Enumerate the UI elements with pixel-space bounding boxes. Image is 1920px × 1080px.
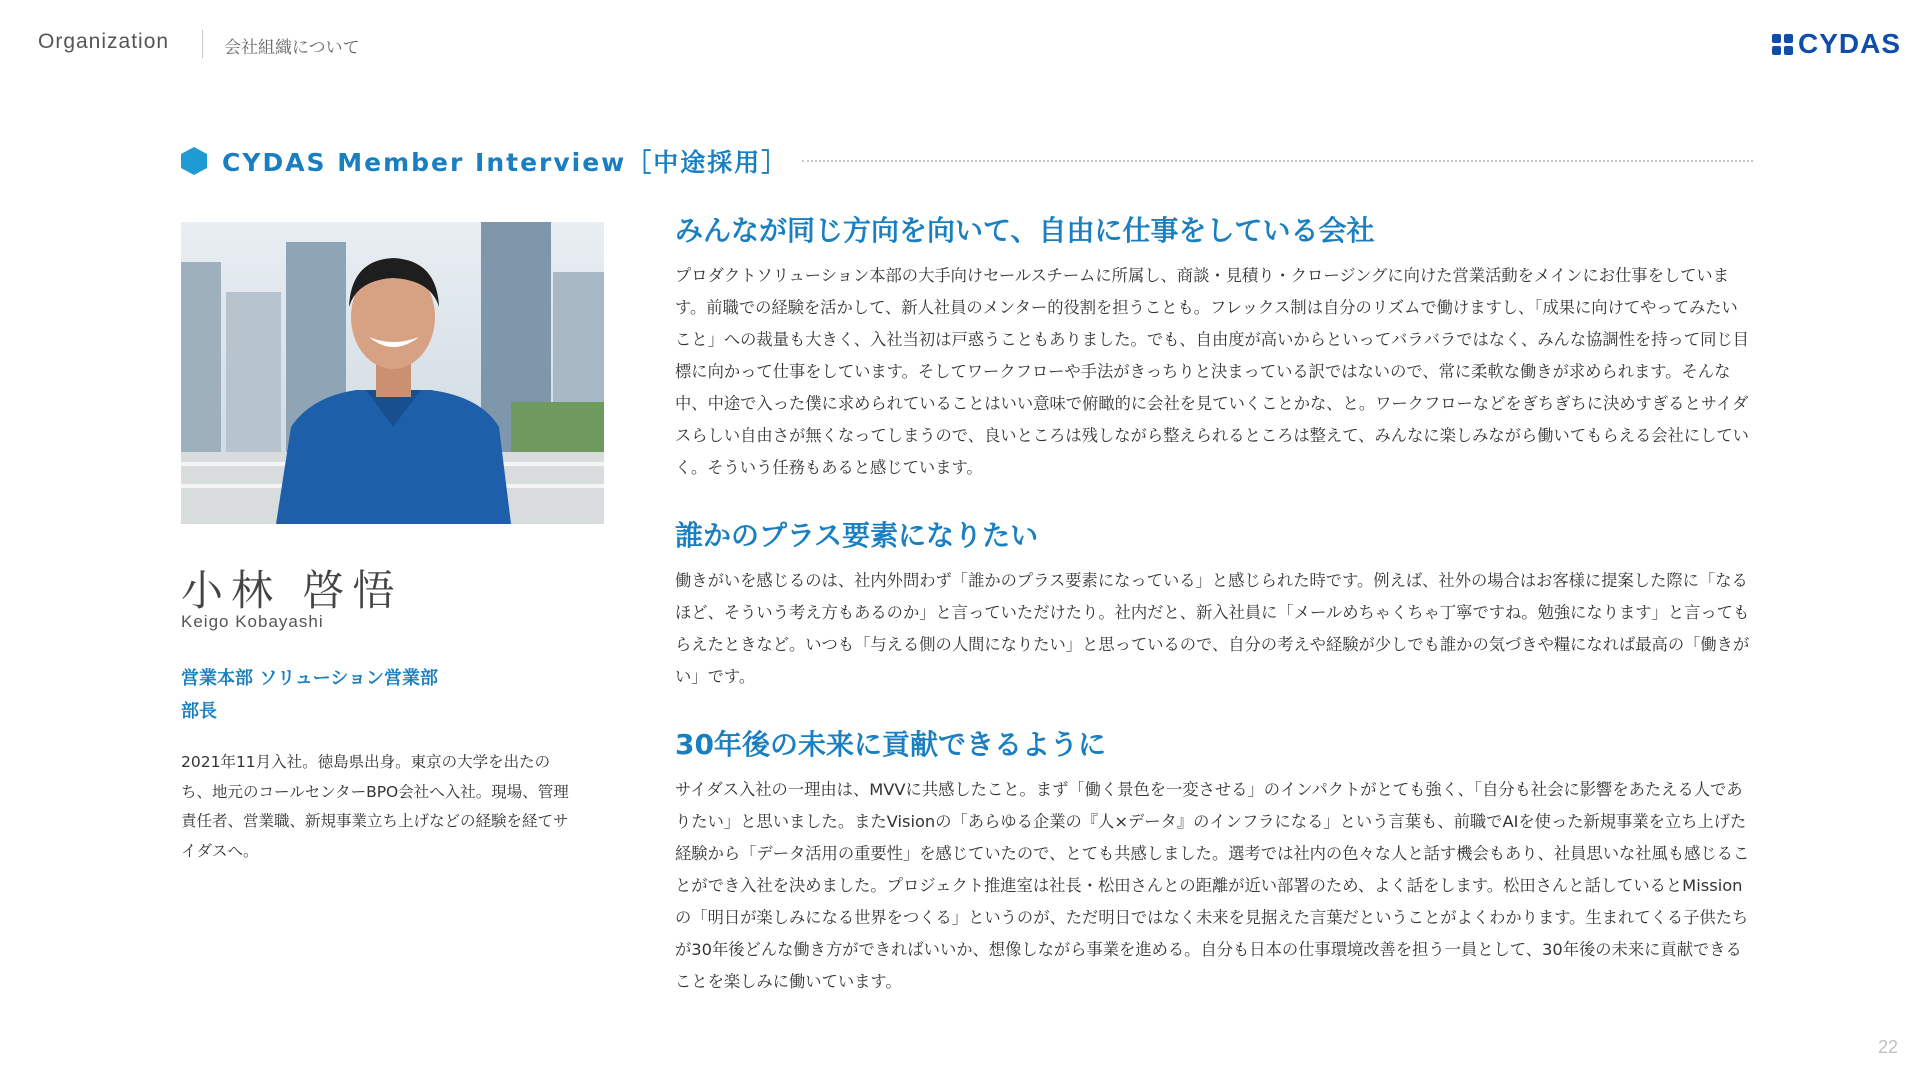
logo-text: CYDAS <box>1797 28 1901 59</box>
section-title-row <box>181 145 1753 177</box>
interview-heading: 30年後の未来に貢献できるように <box>675 728 1106 761</box>
interview-content <box>675 212 1750 1031</box>
dotted-rule <box>802 160 1753 162</box>
header-divider <box>202 30 203 58</box>
interview-paragraph: 働きがいを感じるのは、社内外問わず「誰かのプラス要素になっている」と感じられた時です。例えば、社外の場合はお客様に提案した際に「なるほど、そういう考え方もあるのか」と言っていただけたり。社内だと、新入社員に「メールめちゃくちゃ丁寧ですね。勉強になります」と言ってもらえたときなど。いつも「与える側の人間になりたい」と思っているので、自分の考えや経験が少しでも誰かの気づきや糧になれば最高の「働きがい」です。 <box>675 571 1750 686</box>
page-number: 22 <box>1877 1037 1898 1057</box>
interview-heading: 誰かのプラス要素になりたい <box>675 519 1039 552</box>
person-bio: 2021年11月入社。徳島県出身。東京の大学を出たのち、地元のコールセンターBPO会社へ入社。現場、管理責任者、営業職、新規事業立ち上げなどの経験を経てサイダスへ。 <box>181 753 569 860</box>
person-name-en: Keigo Kobayashi <box>181 612 324 631</box>
job-title: 部長 <box>181 701 217 722</box>
person-name-ja: 小林 啓悟 <box>181 566 403 615</box>
interview-heading: みんなが同じ方向を向いて、自由に仕事をしている会社 <box>675 214 1375 247</box>
header-section-label: Organization <box>38 30 170 53</box>
interview-paragraph: サイダス入社の一理由は、MVVに共感したこと。まず「働く景色を一変させる」のインパクトがとても強く、「自分も社会に影響をあたえる人でありたい」と思いました。またVisionの「あらゆる企業の『人×データ』のインフラになる」という言葉も、前職でAIを使った新規事業を立ち上げた経験から「データ活用の重要性」を感じていたので、とても共感しました。選考では社内の色々な人と話す機会もあり、社員思いな社風も感じることができ入社を決めました。プロジェクト推進室は社長・松田さんとの距離が近い部署のため、よく話をします。松田さんと話しているとMissionの「明日が楽しみになる世界をつくる」というのが、ただ明日ではなく未来を見据えた言葉だということがよくわかります。生まれてくる子供たちが30年後どんな働き方ができればいいか、想像しながら事業を進める。自分も日本の仕事環境改善を担う一員として、30年後の未来に貢献できることを楽しみに働いています。 <box>675 780 1750 991</box>
section-title: CYDAS Member Interview［中途採用］ <box>222 148 789 177</box>
department-block <box>181 662 438 728</box>
profile-photo <box>181 222 604 524</box>
hexagon-icon <box>181 147 207 175</box>
company-logo <box>1772 28 1901 60</box>
interview-paragraph: プロダクトソリューション本部の大手向けセールスチームに所属し、商談・見積り・クロージングに向けた営業活動をメインにお仕事をしています。前職での経験を活かして、新人社員のメンター的役割を担うことも。フレックス制は自分のリズムで働けますし、「成果に向けてやってみたいこと」への裁量も大きく、入社当初は戸惑うこともありました。でも、自由度が高いからといってバラバラではなく、みんな協調性を持って同じ目標に向かって仕事をしています。そしてワークフローや手法がきっちりと決まっている訳ではないので、常に柔軟な働きが求められます。そんな中、中途で入った僕に求められていることはいい意味で俯瞰的に会社を見ていくことかな、と。ワークフローなどをぎちぎちに決めすぎるとサイダスらしい自由さが無くなってしまうので、良いところは残しながら整えられるところは整えて、みんなに楽しみながら働いてもらえる会社にしていく。そういう任務もあると感じています。 <box>675 266 1749 477</box>
logo-mark-icon <box>1772 34 1793 55</box>
header-subsection-label: 会社組織について <box>224 38 360 58</box>
department-name: 営業本部 ソリューション営業部 <box>181 668 439 689</box>
